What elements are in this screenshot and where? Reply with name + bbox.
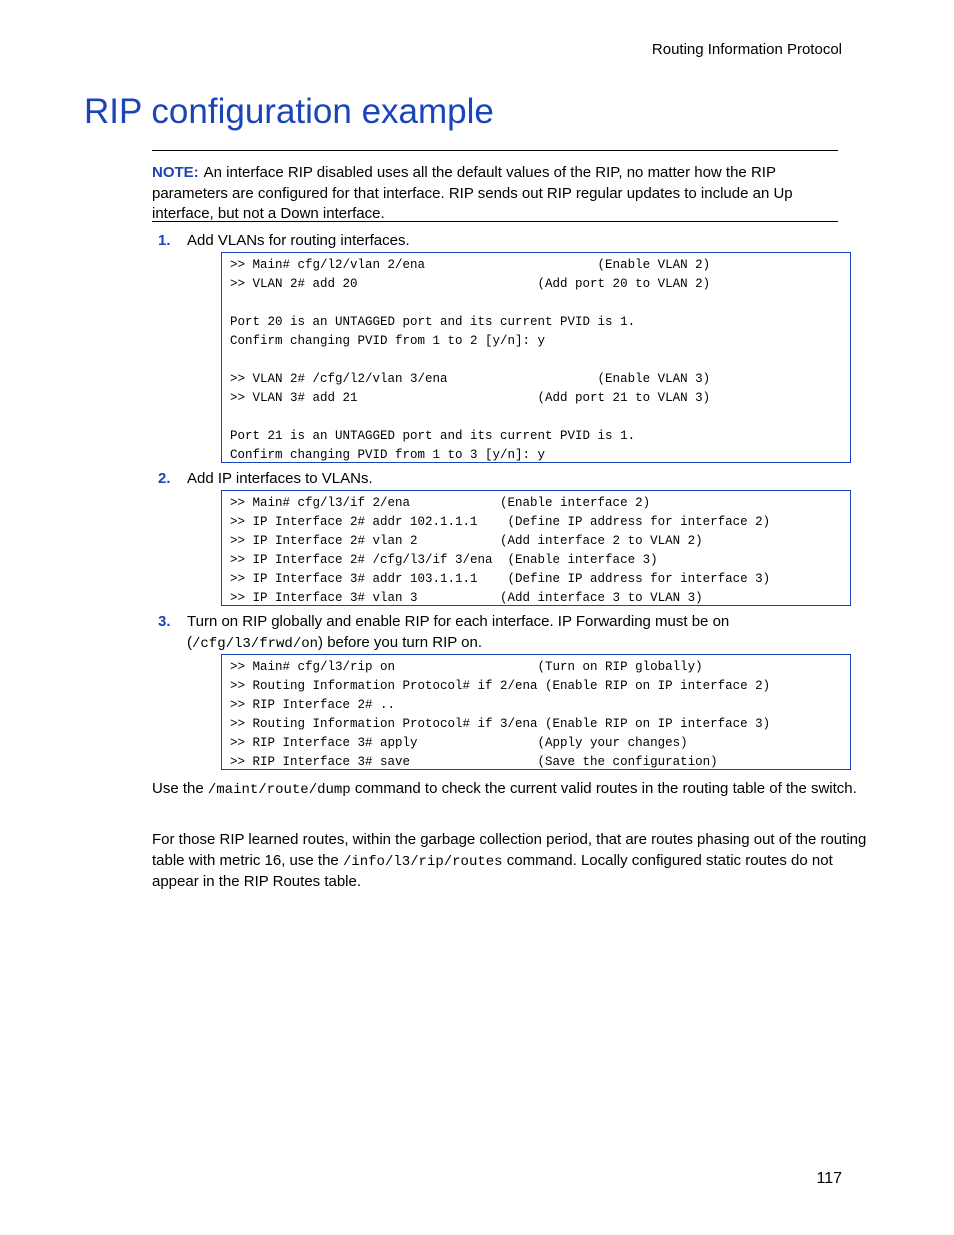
step-text-prefix: ( [187,634,192,651]
code-line: >> Main# cfg/l3/if 2/ena (Enable interface 2) [230,496,651,510]
step-text [187,611,729,655]
inline-code: /cfg/l3/frwd/on [192,636,319,652]
paragraph-text: command to check the current valid routes in the routing table of the switch. [350,780,857,797]
code-line: >> VLAN 2# add 20 (Add port 20 to VLAN 2) [230,277,711,291]
code-line: >> IP Interface 3# addr 103.1.1.1 (Define IP address for interface 3) [230,572,771,586]
code-line: >> IP Interface 2# /cfg/l3/if 3/ena (Enable interface 3) [230,553,658,567]
code-block-ip-interfaces [221,490,851,606]
step-number: 1. [158,232,171,249]
inline-code: /maint/route/dump [207,782,351,798]
code-line [230,408,850,427]
code-line: Confirm changing PVID from 1 to 3 [y/n]: y [230,448,546,462]
step-text: Add IP interfaces to VLANs. [187,470,373,487]
step-2 [152,468,852,489]
note-text: An interface RIP disabled uses all the default values of the RIP, no matter how the RIP parameters are configured for that interface. RIP sends out RIP regular updates to include an Up interface, but not a Down interface. [152,164,793,222]
code-line: >> Main# cfg/l3/rip on (Turn on RIP globally) [230,660,703,674]
step-text-line1: Turn on RIP globally and enable RIP for each interface. IP Forwarding must be on [187,613,730,630]
paragraph-text: For those RIP learned routes, within the garbage collection period, that are routes phasing out of the routing table with metric 16, use the [152,831,867,869]
code-line: Confirm changing PVID from 1 to 2 [y/n]: y [230,334,546,348]
code-line: >> RIP Interface 2# .. [230,698,396,712]
code-line [230,294,850,313]
note-label: NOTE: [152,164,199,181]
code-block-vlans [221,252,851,463]
code-line: >> VLAN 3# add 21 (Add port 21 to VLAN 3) [230,391,711,405]
code-line: >> Routing Information Protocol# if 3/ena (Enable RIP on IP interface 3) [230,717,771,731]
code-line: >> IP Interface 2# vlan 2 (Add interface 2 to VLAN 2) [230,534,703,548]
inline-code: /info/l3/rip/routes [342,853,503,870]
code-block-rip [221,654,851,770]
code-line: Port 20 is an UNTAGGED port and its current PVID is 1. [230,315,636,329]
step-text-suffix: ) before you turn RIP on. [318,634,483,651]
running-header: Routing Information Protocol [651,41,842,58]
paragraph-rip-routes [152,830,872,893]
paragraph-text: Use the [152,780,208,797]
code-line: >> IP Interface 2# addr 102.1.1.1 (Define IP address for interface 2) [230,515,771,529]
code-line: >> IP Interface 3# vlan 3 (Add interface 3 to VLAN 3) [230,591,703,605]
code-line: >> Routing Information Protocol# if 2/ena (Enable RIP on IP interface 2) [230,679,771,693]
page-number: 117 [816,1170,842,1187]
note-box [152,150,838,222]
page-title: RIP configuration example [84,92,494,131]
step-number: 2. [158,470,171,487]
code-line: >> Main# cfg/l2/vlan 2/ena (Enable VLAN 2) [230,258,711,272]
code-line [230,351,850,370]
paragraph-text: command. Locally configured static routes do not appear in the RIP Routes table. [152,851,833,890]
code-line: >> VLAN 2# /cfg/l2/vlan 3/ena (Enable VLAN 3) [230,372,711,386]
code-line: >> RIP Interface 3# save (Save the configuration) [230,755,718,769]
paragraph-route-dump [152,779,872,801]
code-line: Port 21 is an UNTAGGED port and its current PVID is 1. [230,429,636,443]
step-number: 3. [158,613,171,630]
step-1 [152,230,852,251]
step-3 [152,611,852,653]
step-text: Add VLANs for routing interfaces. [187,232,410,249]
code-line: >> RIP Interface 3# apply (Apply your changes) [230,736,688,750]
